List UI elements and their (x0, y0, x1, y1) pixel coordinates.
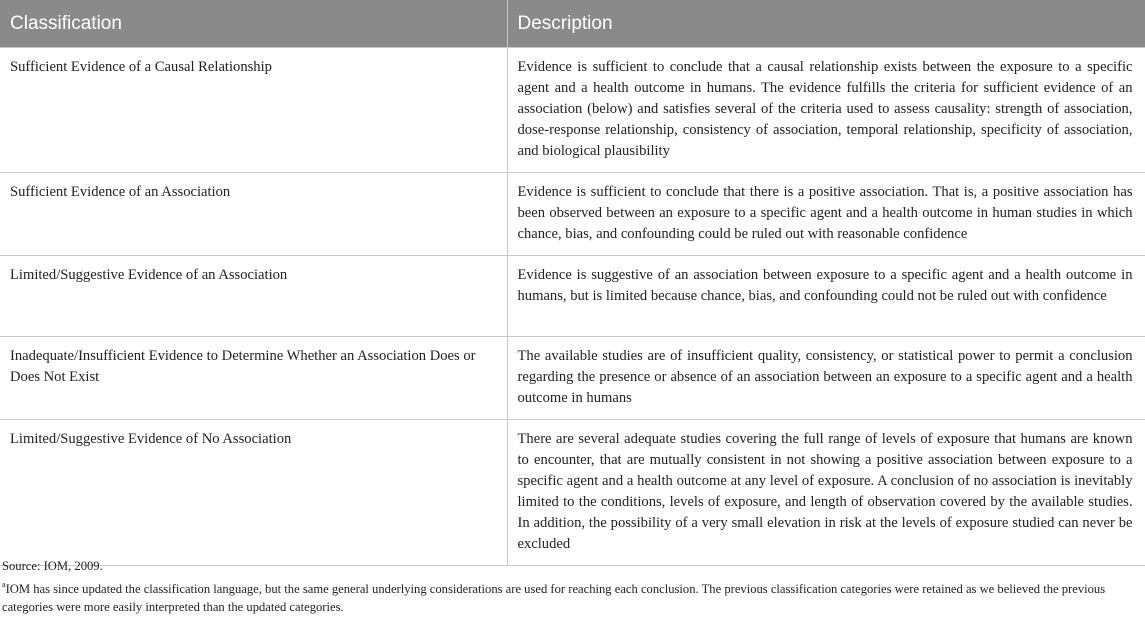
table-row (0, 48, 1145, 173)
classification-cell: Sufficient Evidence of a Causal Relationship (0, 48, 507, 173)
table-row (0, 256, 1145, 337)
table-body (0, 48, 1145, 566)
table-header (0, 0, 1145, 48)
classification-cell: Limited/Suggestive Evidence of No Association (0, 420, 507, 566)
source-note: Source: IOM, 2009. (2, 559, 103, 573)
classification-cell: Limited/Suggestive Evidence of an Association (0, 256, 507, 337)
footnote-marker: a (2, 580, 6, 589)
description-cell: The available studies are of insufficient quality, consistency, or statistical power to permit a conclusion regarding the presence or absence of an association between an exposure to a specific agent and a health outcome in humans (507, 337, 1145, 420)
description-cell: Evidence is suggestive of an association between exposure to a specific agent and a health outcome in humans, but is limited because chance, bias, and confounding could not be ruled out with confidence (507, 256, 1145, 337)
classification-cell: Sufficient Evidence of an Association (0, 173, 507, 256)
description-cell: There are several adequate studies covering the full range of levels of exposure that humans are known to encounter, that are mutually consistent in not showing a positive association between exposure to a specific agent and a health outcome at any level of exposure. A conclusion of no association is inevitably limited to the conditions, levels of exposure, and length of observation covered by the available studies. In addition, the possibility of a very small elevation in risk at the levels of exposure studied can never be excluded (507, 420, 1145, 566)
table-row (0, 337, 1145, 420)
description-cell: Evidence is sufficient to conclude that there is a positive association. That is, a positive association has been observed between an exposure to a specific agent and a health outcome in human studies in which chance, bias, and confounding could be ruled out with reasonable confidence (507, 173, 1145, 256)
table-row (0, 420, 1145, 566)
footnote-text: IOM has since updated the classification language, but the same general underlying considerations are used for reaching each conclusion. The previous classification categories were retained as we believed the previous categories were more easily interpreted than the updated categories. (2, 582, 1106, 614)
header-row (0, 0, 1145, 48)
classification-cell: Inadequate/Insufficient Evidence to Determine Whether an Association Does or Does Not Exist (0, 337, 507, 420)
description-cell: Evidence is sufficient to conclude that a causal relationship exists between the exposure to a specific agent and a health outcome in humans. The evidence fulfills the criteria for sufficient evidence of an association (below) and satisfies several of the criteria used to assess causality: strength of association, dose-response relationship, consistency of association, temporal relationship, specificity of association, and biological plausibility (507, 48, 1145, 173)
table-row (0, 173, 1145, 256)
column-header-description: Description (507, 0, 1145, 48)
table-footnotes (2, 557, 1140, 616)
footnote-a (2, 580, 1140, 616)
column-header-classification: Classification (0, 0, 507, 48)
